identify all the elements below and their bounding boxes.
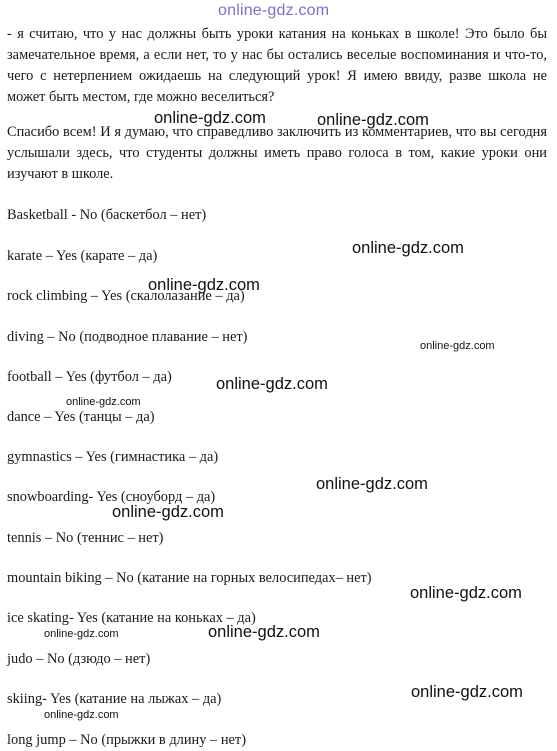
watermark: online-gdz.com xyxy=(112,503,224,521)
watermark-top: online-gdz.com xyxy=(218,2,330,19)
watermark: online-gdz.com xyxy=(420,340,495,352)
list-item-football: football – Yes (футбол – да) xyxy=(7,369,172,385)
paragraph-1: - я считаю, что у нас должны быть уроки катания на коньках в школе! Это было бы замечательное время, а если нет, то у нас бы остались веселые воспоминания и что-то, чего с нетерпением ожидаешь на следующий урок! Я имею ввиду, разве школа не может быть местом, где можно веселиться? xyxy=(7,26,547,105)
list-item-snowboarding: snowboarding- Yes (сноуборд – да) xyxy=(7,489,216,505)
watermark: online-gdz.com xyxy=(66,396,141,408)
list-item-ice-skating: ice skating- Yes (катание на коньках – да) xyxy=(7,610,256,626)
watermark: online-gdz.com xyxy=(44,628,119,640)
watermark: online-gdz.com xyxy=(216,375,328,393)
list-item-long-jump: long jump – No (прыжки в длину – нет) xyxy=(7,732,246,748)
watermark: online-gdz.com xyxy=(411,683,523,701)
list-item-gymnastics: gymnastics – Yes (гимнастика – да) xyxy=(7,449,219,465)
watermark: online-gdz.com xyxy=(154,109,266,127)
list-item-skiing: skiing- Yes (катание на лыжах – да) xyxy=(7,691,222,707)
watermark: online-gdz.com xyxy=(316,475,428,493)
watermark: online-gdz.com xyxy=(44,709,119,721)
list-item-mountain-biking: mountain biking – No (катание на горных велосипедах– нет) xyxy=(7,570,372,586)
list-item-tennis: tennis – No (теннис – нет) xyxy=(7,530,164,546)
paragraph-2: Спасибо всем! И я думаю, что справедливо заключить из комментариев, что вы сегодня услышали здесь, что студенты должны иметь право голоса в том, какие уроки они изучают в школе. xyxy=(7,124,547,182)
list-item-karate: karate – Yes (карате – да) xyxy=(7,248,158,264)
watermark: online-gdz.com xyxy=(352,239,464,257)
list-item-dance: dance – Yes (танцы – да) xyxy=(7,409,155,425)
watermark: online-gdz.com xyxy=(208,623,320,641)
list-item-diving: diving – No (подводное плавание – нет) xyxy=(7,329,248,345)
watermark: online-gdz.com xyxy=(317,111,429,129)
list-item-judo: judo – No (дзюдо – нет) xyxy=(7,651,151,667)
watermark: online-gdz.com xyxy=(410,584,522,602)
list-item-basketball: Basketball - No (баскетбол – нет) xyxy=(7,207,207,223)
list-item-rock-climbing: rock climbing – Yes (скалолазание – да) xyxy=(7,288,245,304)
watermark: online-gdz.com xyxy=(148,276,260,294)
